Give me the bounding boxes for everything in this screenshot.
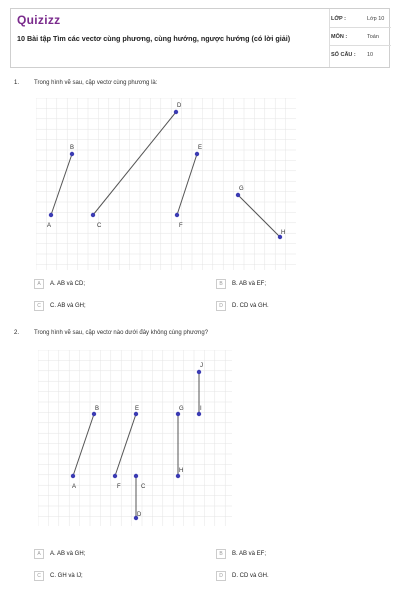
option-letter-box: B [216,279,226,289]
question-text: Trong hình vẽ sau, cặp vectơ cùng phương là: [34,80,158,86]
point-label: C [97,223,102,229]
point-c [134,474,138,478]
option-text: D. CD và GH. [232,573,269,579]
option-letter-box: B [216,549,226,559]
option-text: A. AB và CD; [50,281,86,287]
point-j [197,370,201,374]
point-label: A [47,223,52,229]
vector-gh [238,195,280,237]
vector-ab [51,154,72,215]
option-letter-box: A [34,279,44,289]
quizizz-logo: Quizizz [17,13,61,27]
point-label: F [117,484,121,490]
meta-table [329,9,391,67]
meta-key: MÔN : [331,34,348,40]
question-text: Trong hình vẽ sau, cặp vectơ nào dưới đây không cùng phương? [34,330,209,336]
question-number: 1. [14,80,20,86]
question-1-figure [36,98,296,270]
meta-row-count [329,47,391,63]
point-c [91,213,95,217]
point-label: H [179,468,184,474]
point-label: G [239,186,244,192]
option-letter-box: C [34,571,44,581]
point-f [113,474,117,478]
option-letter-box: D [216,571,226,581]
meta-key: SỐ CÂU : [331,52,356,58]
point-label: D [137,512,142,518]
point-label: B [95,406,100,412]
option-letter-box: C [34,301,44,311]
point-i [197,412,201,416]
vector-fe [177,154,197,215]
point-label: G [179,406,184,412]
point-g [176,412,180,416]
point-a [71,474,75,478]
question-number: 2. [14,330,20,336]
point-d [174,110,178,114]
point-label: E [135,406,140,412]
point-label: E [198,145,203,151]
document-header [10,8,390,68]
point-b [92,412,96,416]
meta-key: LỚP : [331,16,346,22]
point-f [175,213,179,217]
point-label: B [70,145,75,151]
point-b [70,152,74,156]
point-a [49,213,53,217]
point-label: D [177,103,182,109]
document-title: 10 Bài tập Tìm các vectơ cùng phương, cùng hướng, ngược hướng (có lời giải) [17,34,291,43]
meta-row-subject [329,29,391,46]
point-e [134,412,138,416]
option-letter-box: D [216,301,226,311]
meta-value: Toán [367,34,379,40]
option-letter-box: A [34,549,44,559]
option-text: B. AB và EF; [232,281,267,287]
vector-fe [115,414,136,476]
point-label: F [179,223,183,229]
vector-ab [73,414,94,476]
point-g [236,193,240,197]
point-label: J [200,363,203,369]
point-label: C [141,484,146,490]
point-label: I [200,406,202,412]
question-2-figure [38,350,232,526]
option-text: D. CD và GH. [232,303,269,309]
meta-value: 10 [367,52,374,58]
point-label: H [281,230,286,236]
point-h [176,474,180,478]
grid [38,350,232,526]
vector-cd [93,112,176,215]
option-text: C. GH và IJ; [50,573,83,579]
point-label: A [72,484,77,490]
option-text: C. AB và GH; [50,303,86,309]
meta-value: Lớp 10 [367,16,385,22]
option-text: A. AB và GH; [50,551,86,557]
option-text: B. AB và EF; [232,551,267,557]
meta-row-class [329,11,391,28]
point-e [195,152,199,156]
